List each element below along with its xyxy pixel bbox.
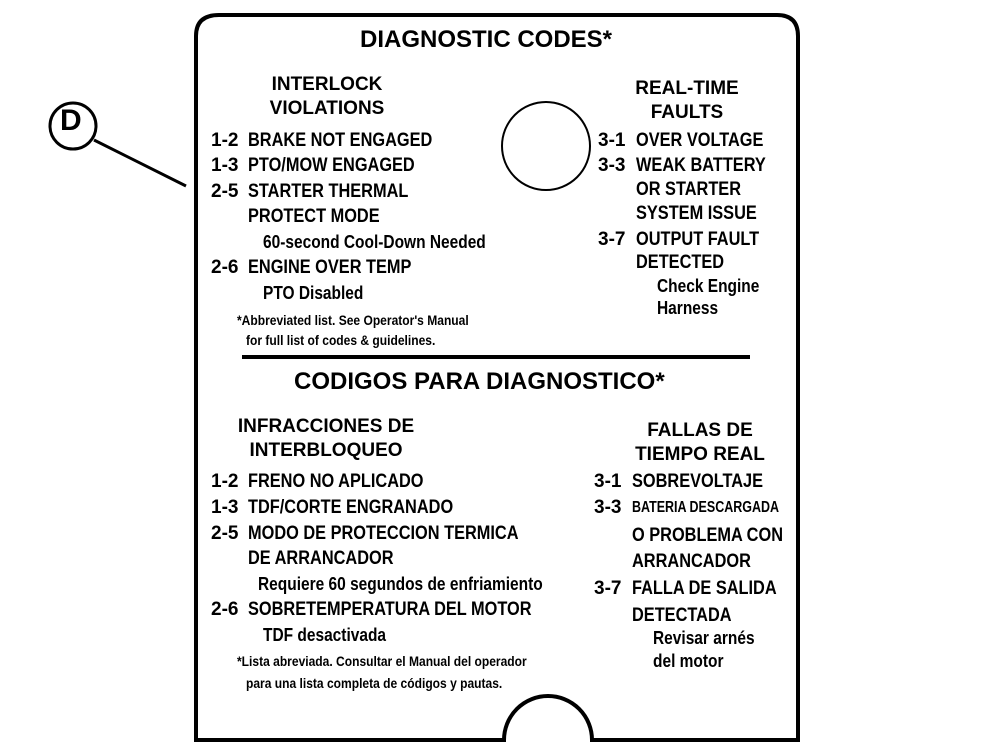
es-rt-text-3-7-d: del motor xyxy=(653,651,724,671)
spanish-title: CODIGOS PARA DIAGNOSTICO* xyxy=(294,368,665,395)
es-rt-text-3-3-c: ARRANCADOR xyxy=(632,551,751,572)
es-il-text-2-5-b: DE ARRANCADOR xyxy=(248,548,394,569)
es-rt-text-3-7-c: Revisar arnés xyxy=(653,628,755,648)
es-il-code-2-6: 2-6 xyxy=(211,599,239,620)
callout-leader-line xyxy=(94,140,186,186)
english-title: DIAGNOSTIC CODES* xyxy=(360,26,613,53)
en-rt-text-3-3-b: OR STARTER xyxy=(636,179,742,200)
es-rt-text-3-7-a: FALLA DE SALIDA xyxy=(632,578,777,599)
spanish-footnote-line1: *Lista abreviada. Consultar el Manual del operador xyxy=(237,653,527,669)
en-il-text-2-6-a: ENGINE OVER TEMP xyxy=(248,257,412,278)
english-interlock-heading-line2: VIOLATIONS xyxy=(269,98,385,119)
spanish-interlock-heading-line1: INFRACCIONES DE xyxy=(237,416,415,437)
en-il-text-1-2: BRAKE NOT ENGAGED xyxy=(248,130,433,151)
en-il-text-1-3: PTO/MOW ENGAGED xyxy=(248,155,415,176)
en-il-text-2-5-b: PROTECT MODE xyxy=(248,206,380,227)
es-il-text-2-5-c: Requiere 60 segundos de enfriamiento xyxy=(258,574,543,594)
es-rt-text-3-1: SOBREVOLTAJE xyxy=(632,471,764,492)
en-il-code-1-3: 1-3 xyxy=(211,155,239,176)
english-footnote-line1: *Abbreviated list. See Operator's Manual xyxy=(237,312,469,328)
en-il-text-2-5-c: 60-second Cool-Down Needed xyxy=(263,232,486,252)
english-realtime-heading-line1: REAL-TIME xyxy=(635,78,739,99)
english-realtime-heading-line2: FAULTS xyxy=(650,102,724,123)
en-il-text-2-6-b: PTO Disabled xyxy=(263,283,364,303)
en-rt-text-3-7-b: DETECTED xyxy=(636,252,725,273)
mounting-hole xyxy=(502,102,590,190)
english-footnote-line2: for full list of codes & guidelines. xyxy=(246,332,436,348)
es-il-code-1-2: 1-2 xyxy=(211,471,239,492)
es-il-text-1-3: TDF/CORTE ENGRANADO xyxy=(248,497,454,518)
spanish-realtime-heading-line1: FALLAS DE xyxy=(647,420,753,441)
spanish-interlock-heading xyxy=(222,415,430,463)
es-il-text-1-2: FRENO NO APLICADO xyxy=(248,471,424,492)
callout-label: D xyxy=(60,104,82,137)
es-il-text-2-6-a: SOBRETEMPERATURA DEL MOTOR xyxy=(248,599,532,620)
es-rt-code-3-3: 3-3 xyxy=(594,497,622,518)
spanish-realtime-heading-line2: TIEMPO REAL xyxy=(635,444,765,465)
es-rt-text-3-3-b: O PROBLEMA CON xyxy=(632,525,783,546)
en-rt-code-3-7: 3-7 xyxy=(598,229,626,250)
en-il-code-1-2: 1-2 xyxy=(211,130,239,151)
es-il-text-2-5-a: MODO DE PROTECCION TERMICA xyxy=(248,523,519,544)
en-rt-text-3-7-c: Check Engine xyxy=(657,276,760,296)
en-rt-text-3-7-a: OUTPUT FAULT xyxy=(636,229,760,250)
en-il-text-2-5-a: STARTER THERMAL xyxy=(248,181,409,202)
es-il-code-2-5: 2-5 xyxy=(211,523,239,544)
en-rt-code-3-1: 3-1 xyxy=(598,130,626,151)
spanish-interlock-heading-line2: INTERBLOQUEO xyxy=(249,440,403,461)
spanish-realtime-heading xyxy=(608,419,792,467)
en-rt-text-3-3-a: WEAK BATTERY xyxy=(636,155,766,176)
spanish-footnote-line2: para una lista completa de códigos y pautas. xyxy=(246,675,503,691)
en-rt-code-3-3: 3-3 xyxy=(598,155,626,176)
es-rt-text-3-3-a: BATERIA DESCARGADA xyxy=(632,499,779,516)
en-rt-text-3-3-c: SYSTEM ISSUE xyxy=(636,203,757,224)
english-interlock-heading-line1: INTERLOCK xyxy=(271,74,383,95)
english-interlock-heading xyxy=(250,73,404,121)
es-rt-code-3-1: 3-1 xyxy=(594,471,622,492)
en-il-code-2-5: 2-5 xyxy=(211,181,239,202)
en-rt-text-3-1: OVER VOLTAGE xyxy=(636,130,764,151)
es-rt-code-3-7: 3-7 xyxy=(594,578,622,599)
en-il-code-2-6: 2-6 xyxy=(211,257,239,278)
english-realtime-heading xyxy=(620,77,754,125)
en-rt-text-3-7-d: Harness xyxy=(657,298,719,318)
es-rt-text-3-7-b: DETECTADA xyxy=(632,605,732,626)
es-il-text-2-6-b: TDF desactivada xyxy=(263,625,387,645)
es-il-code-1-3: 1-3 xyxy=(211,497,239,518)
